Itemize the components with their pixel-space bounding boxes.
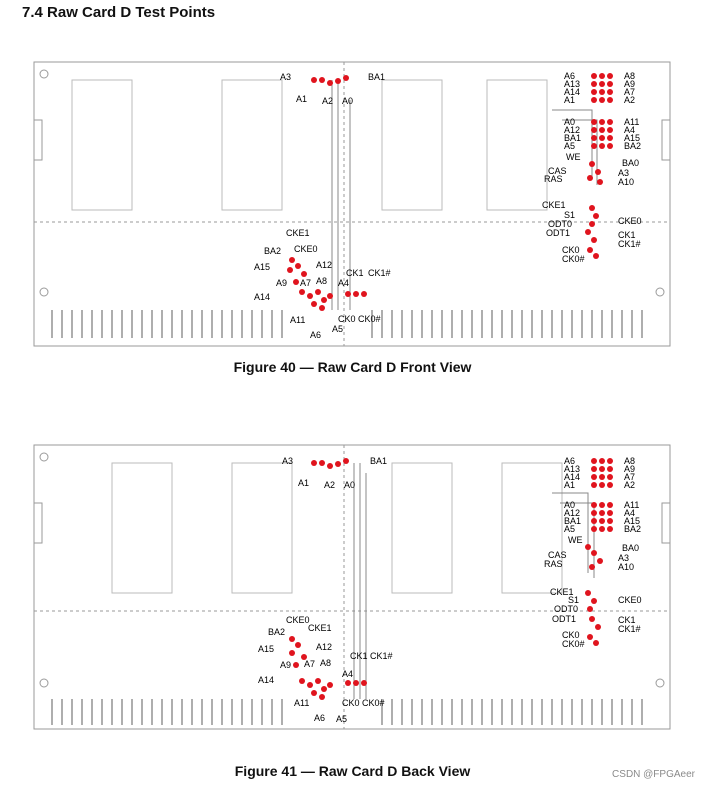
tp-label: A3 [618, 168, 630, 178]
tp-label: CK1 [346, 268, 364, 278]
tp-label: A2 [324, 480, 336, 490]
tp-label: A1 [564, 480, 576, 490]
tp-label: CKE1 [308, 623, 332, 633]
tp-label: CKE1 [550, 587, 574, 597]
tp-label: A6 [310, 330, 322, 340]
tp-label: A9 [276, 278, 288, 288]
tp-label: CK0# [562, 639, 585, 649]
tp-label: A9 [280, 660, 292, 670]
tp-label: S1 [568, 595, 580, 605]
tp-label: CK0 [342, 698, 360, 708]
tp-label: CK1# [618, 239, 641, 249]
tp-label: CK1 [350, 651, 368, 661]
tp-label: S1 [564, 210, 576, 220]
tp-label: A1 [564, 95, 576, 105]
tp-label: RAS [544, 559, 563, 569]
tp-label: A5 [332, 324, 344, 334]
tp-label: CAS [548, 166, 567, 176]
tp-label: A1 [298, 478, 310, 488]
tp-label: A11 [290, 315, 306, 325]
tp-label: RAS [544, 174, 563, 184]
back-view-figure [32, 443, 672, 733]
tp-label: A4 [624, 125, 636, 135]
tp-label: A7 [304, 659, 316, 669]
test-points [289, 458, 613, 700]
tp-label: A6 [564, 71, 576, 81]
tp-label: CK0# [362, 698, 385, 708]
tp-label: BA2 [264, 246, 282, 256]
tp-label: BA0 [622, 543, 640, 553]
tp-label: CKE0 [618, 216, 642, 226]
tp-label: A3 [280, 72, 292, 82]
tp-label: BA2 [624, 141, 642, 151]
tp-label: A2 [624, 480, 636, 490]
tp-label: CKE1 [286, 228, 310, 238]
tp-label: CK1# [618, 624, 641, 634]
tp-label: A14 [564, 472, 581, 482]
tp-label: BA2 [268, 627, 286, 637]
section-heading: 7.4 Raw Card D Test Points [22, 4, 216, 21]
tp-label: CAS [548, 550, 567, 560]
tp-label: A15 [624, 133, 641, 143]
tp-label: ODT0 [554, 604, 579, 614]
tp-label: A6 [564, 456, 576, 466]
tp-label: CK1# [368, 268, 391, 278]
tp-label: CKE0 [618, 595, 642, 605]
tp-label: A12 [564, 125, 581, 135]
tp-label: A12 [316, 260, 333, 270]
tp-label: A11 [624, 117, 640, 127]
tp-label: BA0 [622, 158, 640, 168]
tp-label: A8 [320, 658, 332, 668]
front-view-board [32, 60, 672, 350]
tp-label: CKE0 [286, 615, 310, 625]
tp-label: A5 [564, 141, 576, 151]
tp-label: ODT1 [546, 228, 571, 238]
tp-label: A15 [624, 516, 641, 526]
tp-label: BA2 [624, 524, 642, 534]
tp-label: A4 [342, 669, 354, 679]
tp-label: A5 [564, 524, 576, 534]
tp-label: A4 [624, 508, 636, 518]
tp-label: A0 [564, 500, 576, 510]
tp-label: CKE1 [542, 200, 566, 210]
tp-label: BA1 [368, 72, 386, 82]
tp-label: A8 [316, 276, 328, 286]
front-view-figure [32, 60, 672, 350]
tp-label: A8 [624, 71, 636, 81]
tp-label: A2 [624, 95, 636, 105]
tp-label: CK0# [358, 314, 381, 324]
tp-label: CK0 [338, 314, 356, 324]
tp-label: A11 [294, 698, 310, 708]
tp-label: A14 [564, 87, 581, 97]
tp-label: A11 [624, 500, 640, 510]
test-points [287, 73, 613, 311]
tp-label: A5 [336, 714, 348, 724]
tp-label: ODT0 [548, 219, 573, 229]
tp-label: A1 [296, 94, 308, 104]
tp-label: A9 [624, 79, 636, 89]
tp-label: A9 [624, 464, 636, 474]
tp-label: A15 [254, 262, 271, 272]
tp-label: A13 [564, 79, 581, 89]
tp-label: CK0# [562, 254, 585, 264]
tp-label: CK1# [370, 651, 393, 661]
tp-label: A8 [624, 456, 636, 466]
watermark: CSDN @FPGAeer [612, 769, 695, 780]
tp-label: A0 [342, 96, 354, 106]
tp-label: CKE0 [294, 244, 318, 254]
tp-label: BA1 [370, 456, 388, 466]
tp-label: A13 [564, 464, 581, 474]
tp-label: WE [568, 535, 583, 545]
tp-label: A15 [258, 644, 275, 654]
tp-label: A2 [322, 96, 334, 106]
back-view-board [32, 443, 672, 733]
tp-label: A3 [282, 456, 294, 466]
tp-label: A0 [564, 117, 576, 127]
tp-label: A6 [314, 713, 326, 723]
tp-label: CK1 [618, 615, 636, 625]
tp-label: CK1 [618, 230, 636, 240]
tp-label: A3 [618, 553, 630, 563]
tp-label: A7 [624, 87, 636, 97]
back-view-caption: Figure 41 — Raw Card D Back View [234, 763, 471, 779]
tp-label: A10 [618, 562, 635, 572]
tp-label: BA1 [564, 133, 582, 143]
tp-label: A12 [564, 508, 581, 518]
tp-label: A7 [624, 472, 636, 482]
tp-label: BA1 [564, 516, 582, 526]
tp-label: CK0 [562, 245, 580, 255]
tp-label: A12 [316, 642, 333, 652]
tp-label: CK0 [562, 630, 580, 640]
front-view-caption: Figure 40 — Raw Card D Front View [233, 359, 472, 375]
tp-label: A7 [300, 278, 312, 288]
tp-label: A14 [254, 292, 271, 302]
tp-label: WE [566, 152, 581, 162]
tp-label: A0 [344, 480, 356, 490]
tp-label: A10 [618, 177, 635, 187]
tp-label: ODT1 [552, 614, 577, 624]
tp-label: A14 [258, 675, 275, 685]
tp-label: A4 [338, 278, 350, 288]
